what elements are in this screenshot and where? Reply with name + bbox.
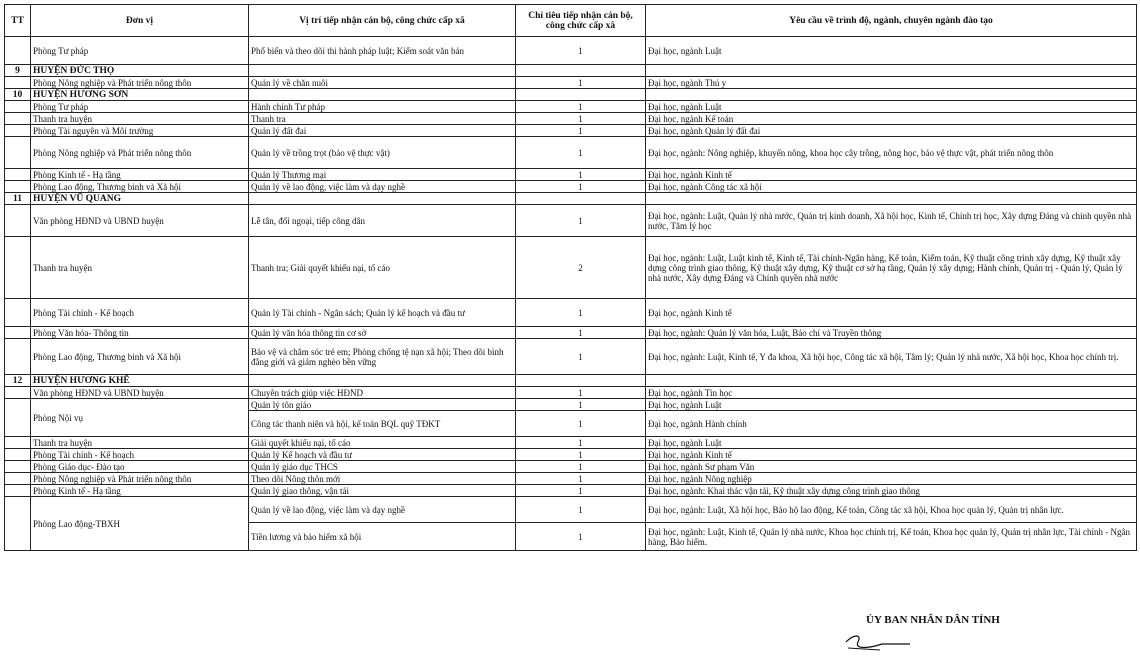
- table-row: [5, 237, 1137, 299]
- unit-cell: Phòng Lao động-TBXH: [31, 497, 249, 551]
- unit-cell: Văn phòng HĐND và UBND huyện: [31, 387, 249, 399]
- unit-cell: Phòng Tài chính - Kế hoạch: [31, 449, 249, 461]
- requirement-cell: Đại học, ngành: Luật, Quản lý nhà nước, Quản trị kinh doanh, Xã hội học, Kinh tế, Chính trị học, Xây dựng Đảng và chính quyền nhà nước, Tâm lý học: [646, 205, 1137, 237]
- district-row: [5, 65, 1137, 77]
- unit-cell: Phòng Văn hóa- Thông tin: [31, 327, 249, 339]
- header-tt: TT: [5, 5, 31, 37]
- header-requirements: Yêu cầu về trình độ, ngành, chuyên ngành đào tạo: [646, 5, 1137, 37]
- table-row: [5, 125, 1137, 137]
- quota-cell: 1: [516, 125, 646, 137]
- table-header-row: [5, 5, 1137, 37]
- requirement-cell: Đại học, ngành: Khai thác vận tải, Kỹ thuật xây dựng công trình giao thông: [646, 485, 1137, 497]
- district-name: HUYỆN VŨ QUANG: [31, 193, 249, 205]
- requirement-cell: Đại học, ngành Nông nghiệp: [646, 473, 1137, 485]
- requirement-cell: Đại học, ngành: Luật, Xã hội học, Bảo hộ lao động, Kế toán, Công tác xã hội, Khoa học quản lý, Quản trị nhân lực.: [646, 497, 1137, 523]
- table-row: [5, 77, 1137, 89]
- requirement-cell: Đại học, ngành: Luật, Kinh tế, Y đa khoa, Xã hội học, Công tác xã hội, Tâm lý; Quản lý nhà nước, Xã hội học, Khoa học chính trị.: [646, 339, 1137, 375]
- position-cell: Quản lý văn hóa thông tin cơ sở: [249, 327, 516, 339]
- quota-cell: 1: [516, 461, 646, 473]
- quota-cell: 1: [516, 299, 646, 327]
- unit-cell: Phòng Nông nghiệp và Phát triển nông thôn: [31, 473, 249, 485]
- quota-cell: 1: [516, 181, 646, 193]
- requirement-cell: Đại học, ngành: Quản lý văn hóa, Luật, Báo chí và Truyền thông: [646, 327, 1137, 339]
- table-row: [5, 299, 1137, 327]
- district-number: 12: [5, 375, 31, 387]
- requirement-cell: Đại học, ngành Luật: [646, 37, 1137, 65]
- quota-cell: 2: [516, 237, 646, 299]
- position-cell: Thanh tra: [249, 113, 516, 125]
- unit-cell: Phòng Tư pháp: [31, 101, 249, 113]
- header-position: Vị trí tiếp nhận cán bộ, công chức cấp xã: [249, 5, 516, 37]
- quota-cell: 1: [516, 205, 646, 237]
- position-cell: Quản lý về lao động, việc làm và dạy nghề: [249, 497, 516, 523]
- position-cell: Quản lý tôn giáo: [249, 399, 516, 411]
- quota-cell: 1: [516, 449, 646, 461]
- table-row: [5, 327, 1137, 339]
- table-row: [5, 181, 1137, 193]
- signer-title: ỦY BAN NHÂN DÂN TỈNH: [866, 614, 1000, 626]
- table-row: [5, 485, 1137, 497]
- district-row: [5, 89, 1137, 101]
- requirement-cell: Đại học, ngành Luật: [646, 437, 1137, 449]
- district-row: [5, 375, 1137, 387]
- position-cell: Phổ biến và theo dõi thi hành pháp luật; Kiểm soát văn bản: [249, 37, 516, 65]
- table-row: [5, 339, 1137, 375]
- requirement-cell: Đại học, ngành Sư phạm Văn: [646, 461, 1137, 473]
- table-row: [5, 497, 1137, 523]
- position-cell: Quản lý đất đai: [249, 125, 516, 137]
- requirement-cell: Đại học, ngành Hành chính: [646, 411, 1137, 437]
- unit-cell: Thanh tra huyện: [31, 437, 249, 449]
- quota-cell: 1: [516, 77, 646, 89]
- requirement-cell: Đại học, ngành Luật: [646, 399, 1137, 411]
- position-cell: Quản lý giao thông, vận tải: [249, 485, 516, 497]
- table-row: [5, 449, 1137, 461]
- district-name: HUYỆN ĐỨC THỌ: [31, 65, 249, 77]
- unit-cell: Phòng Tài chính - Kế hoạch: [31, 299, 249, 327]
- signature-mark: [840, 630, 930, 654]
- quota-cell: 1: [516, 169, 646, 181]
- table-row: [5, 387, 1137, 399]
- unit-cell: Phòng Nông nghiệp và Phát triển nông thôn: [31, 137, 249, 169]
- requirement-cell: Đại học, ngành Kinh tế: [646, 299, 1137, 327]
- position-cell: Tiền lương và bảo hiểm xã hội: [249, 523, 516, 551]
- header-unit: Đơn vị: [31, 5, 249, 37]
- position-cell: Giải quyết khiếu nại, tố cáo: [249, 437, 516, 449]
- quota-cell: 1: [516, 437, 646, 449]
- unit-cell: Phòng Kinh tế - Hạ tầng: [31, 485, 249, 497]
- quota-cell: 1: [516, 485, 646, 497]
- district-number: 9: [5, 65, 31, 77]
- quota-cell: 1: [516, 101, 646, 113]
- district-number: 11: [5, 193, 31, 205]
- unit-cell: Văn phòng HĐND và UBND huyện: [31, 205, 249, 237]
- table-row: [5, 461, 1137, 473]
- table-row: [5, 205, 1137, 237]
- position-cell: Quản lý Tài chính - Ngân sách; Quản lý kế hoạch và đầu tư: [249, 299, 516, 327]
- recruitment-table: [4, 4, 1137, 551]
- unit-cell: Thanh tra huyện: [31, 237, 249, 299]
- quota-cell: 1: [516, 411, 646, 437]
- district-number: 10: [5, 89, 31, 101]
- document-page: [4, 4, 1137, 551]
- requirement-cell: Đại học, ngành: Luật, Kinh tế, Quản lý nhà nước, Khoa học chính trị, Kế toán, Khoa học quản lý, Quản trị nhân lực, Tài chính - Ngân hàng, Bảo hiểm.: [646, 523, 1137, 551]
- quota-cell: 1: [516, 399, 646, 411]
- requirement-cell: Đại học, ngành Quản lý đất đai: [646, 125, 1137, 137]
- unit-cell: Thanh tra huyện: [31, 113, 249, 125]
- requirement-cell: Đại học, ngành Luật: [646, 101, 1137, 113]
- requirement-cell: Đại học, ngành Thú y: [646, 77, 1137, 89]
- requirement-cell: Đại học, ngành Kế toán: [646, 113, 1137, 125]
- unit-cell: Phòng Kinh tế - Hạ tầng: [31, 169, 249, 181]
- unit-cell: Phòng Giáo dục- Đào tạo: [31, 461, 249, 473]
- quota-cell: 1: [516, 473, 646, 485]
- unit-cell: Phòng Nội vụ: [31, 399, 249, 437]
- position-cell: Quản lý Thương mại: [249, 169, 516, 181]
- unit-cell: Phòng Tài nguyên và Môi trường: [31, 125, 249, 137]
- unit-cell: Phòng Lao động, Thương binh và Xã hội: [31, 339, 249, 375]
- quota-cell: 1: [516, 387, 646, 399]
- table-row: [5, 437, 1137, 449]
- table-row: [5, 101, 1137, 113]
- table-row: [5, 37, 1137, 65]
- position-cell: Quản lý Kế hoạch và đầu tư: [249, 449, 516, 461]
- quota-cell: 1: [516, 327, 646, 339]
- district-name: HUYỆN HƯƠNG KHÊ: [31, 375, 249, 387]
- quota-cell: 1: [516, 339, 646, 375]
- table-row: [5, 399, 1137, 411]
- requirement-cell: Đại học, ngành Công tác xã hội: [646, 181, 1137, 193]
- requirement-cell: Đại học, ngành: Nông nghiệp, khuyến nông, khoa học cây trồng, nông học, bảo vệ thực vật, phát triển nông thôn: [646, 137, 1137, 169]
- unit-cell: Phòng Tư pháp: [31, 37, 249, 65]
- table-row: [5, 473, 1137, 485]
- position-cell: Lễ tân, đối ngoại, tiếp công dân: [249, 205, 516, 237]
- quota-cell: 1: [516, 497, 646, 523]
- quota-cell: 1: [516, 113, 646, 125]
- position-cell: Quản lý về chăn nuôi: [249, 77, 516, 89]
- quota-cell: 1: [516, 523, 646, 551]
- requirement-cell: Đại học, ngành Tin học: [646, 387, 1137, 399]
- position-cell: Quản lý giáo dục THCS: [249, 461, 516, 473]
- header-quota: Chỉ tiêu tiếp nhận cán bộ, công chức cấp xã: [516, 5, 646, 37]
- unit-cell: Phòng Nông nghiệp và Phát triển nông thôn: [31, 77, 249, 89]
- district-row: [5, 193, 1137, 205]
- position-cell: Bảo vệ và chăm sóc trẻ em; Phòng chống tệ nạn xã hội; Theo dõi bình đẳng giới và giảm nghèo bền vững: [249, 339, 516, 375]
- district-name: HUYỆN HƯƠNG SƠN: [31, 89, 249, 101]
- position-cell: Theo dõi Nông thôn mới: [249, 473, 516, 485]
- requirement-cell: Đại học, ngành Kinh tế: [646, 169, 1137, 181]
- requirement-cell: Đại học, ngành Kinh tế: [646, 449, 1137, 461]
- position-cell: Thanh tra; Giải quyết khiếu nại, tố cáo: [249, 237, 516, 299]
- table-row: [5, 137, 1137, 169]
- quota-cell: 1: [516, 37, 646, 65]
- position-cell: Hành chính Tư pháp: [249, 101, 516, 113]
- position-cell: Quản lý về lao động, việc làm và dạy nghề: [249, 181, 516, 193]
- quota-cell: 1: [516, 137, 646, 169]
- position-cell: Quản lý về trồng trọt (bảo vệ thực vật): [249, 137, 516, 169]
- table-row: [5, 113, 1137, 125]
- requirement-cell: Đại học, ngành: Luật, Luật kinh tế, Kinh tế, Tài chính-Ngân hàng, Kế toán, Kiểm toán, Kỹ thuật công trình xây dựng, Kỹ thuật xây dựng công trình giao thông, Kỹ thuật xây dựng, Kỹ thuật cơ sở hạ tầng, Quản lý xây dựng; Hành chính, Quản trị - Quản lý, Quản lý nhà nước, Xây dựng Đảng và Chính quyền nhà nước: [646, 237, 1137, 299]
- unit-cell: Phòng Lao động, Thương binh và Xã hội: [31, 181, 249, 193]
- position-cell: Chuyên trách giúp việc HĐND: [249, 387, 516, 399]
- position-cell: Công tác thanh niên và hội, kế toán BQL quỹ TĐKT: [249, 411, 516, 437]
- table-row: [5, 169, 1137, 181]
